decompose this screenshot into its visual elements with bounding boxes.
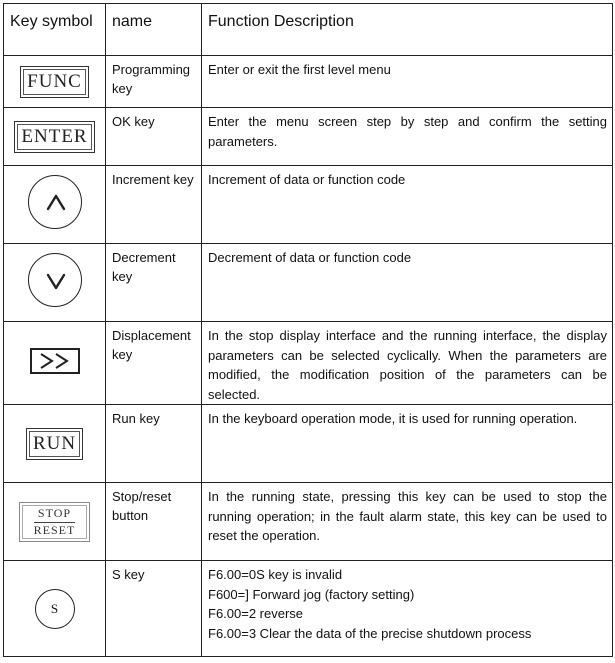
run-key[interactable]: RUN bbox=[26, 428, 83, 460]
double-chevron-right-icon bbox=[32, 350, 78, 372]
displacement-key[interactable] bbox=[30, 348, 80, 374]
table-row bbox=[4, 56, 613, 108]
key-description: Increment of data or function code bbox=[202, 166, 613, 244]
key-symbol-cell bbox=[4, 56, 106, 108]
table-row bbox=[4, 322, 613, 405]
key-description: In the keyboard operation mode, it is used for running operation. bbox=[202, 405, 613, 483]
description-line: F6.00=3 Clear the data of the precise shutdown process bbox=[208, 625, 532, 641]
key-description: Enter or exit the first level menu bbox=[202, 56, 613, 108]
table-row bbox=[4, 483, 613, 561]
key-name: S key bbox=[106, 561, 202, 657]
description-line: F6.00=0S key is invalid bbox=[208, 567, 343, 582]
key-symbol-cell bbox=[4, 561, 106, 657]
increment-key[interactable] bbox=[28, 175, 82, 229]
func-key[interactable]: FUNC bbox=[20, 66, 89, 98]
key-name: Programming key bbox=[106, 56, 202, 108]
header-function-description: Function Description bbox=[202, 4, 613, 56]
table-header-row bbox=[4, 4, 613, 56]
key-symbol-cell bbox=[4, 405, 106, 483]
key-description bbox=[202, 561, 613, 657]
key-name: Displacement key bbox=[106, 322, 202, 405]
key-symbol-cell bbox=[4, 483, 106, 561]
key-description: In the stop display interface and the running interface, the display parameters can be selected cyclically. When the parameters are modified, the modification position of the parameters can be selected. bbox=[202, 322, 613, 405]
key-name: Decrement key bbox=[106, 244, 202, 322]
key-symbol-cell bbox=[4, 166, 106, 244]
key-name: OK key bbox=[106, 108, 202, 166]
enter-key[interactable]: ENTER bbox=[14, 121, 94, 153]
key-symbol-cell bbox=[4, 322, 106, 405]
header-key-symbol: Key symbol bbox=[4, 4, 106, 56]
decrement-key[interactable] bbox=[28, 253, 82, 307]
stop-label: STOP bbox=[34, 506, 76, 523]
key-description: Decrement of data or function code bbox=[202, 244, 613, 322]
table-row bbox=[4, 244, 613, 322]
key-name: Stop/reset button bbox=[106, 483, 202, 561]
description-line: F600=] Forward jog (factory setting) bbox=[208, 586, 415, 602]
s-key[interactable]: S bbox=[35, 589, 75, 629]
key-symbol-cell bbox=[4, 244, 106, 322]
key-description: Enter the menu screen step by step and confirm the setting parameters. bbox=[202, 108, 613, 166]
description-line: F6.00=2 reverse bbox=[208, 606, 304, 621]
key-symbol-cell bbox=[4, 108, 106, 166]
key-name: Run key bbox=[106, 405, 202, 483]
up-arrow-icon bbox=[29, 176, 83, 230]
reset-label: RESET bbox=[33, 522, 76, 537]
table-row bbox=[4, 166, 613, 244]
down-arrow-icon bbox=[29, 254, 83, 308]
stop-reset-key[interactable] bbox=[19, 502, 91, 542]
table-row bbox=[4, 108, 613, 166]
key-description: In the running state, pressing this key can be used to stop the running operation; in the fault alarm state, this key can be used to reset the operation. bbox=[202, 483, 613, 561]
table-row bbox=[4, 405, 613, 483]
header-name: name bbox=[106, 4, 202, 56]
table-row bbox=[4, 561, 613, 657]
key-function-table bbox=[3, 3, 613, 657]
key-name: Increment key bbox=[106, 166, 202, 244]
